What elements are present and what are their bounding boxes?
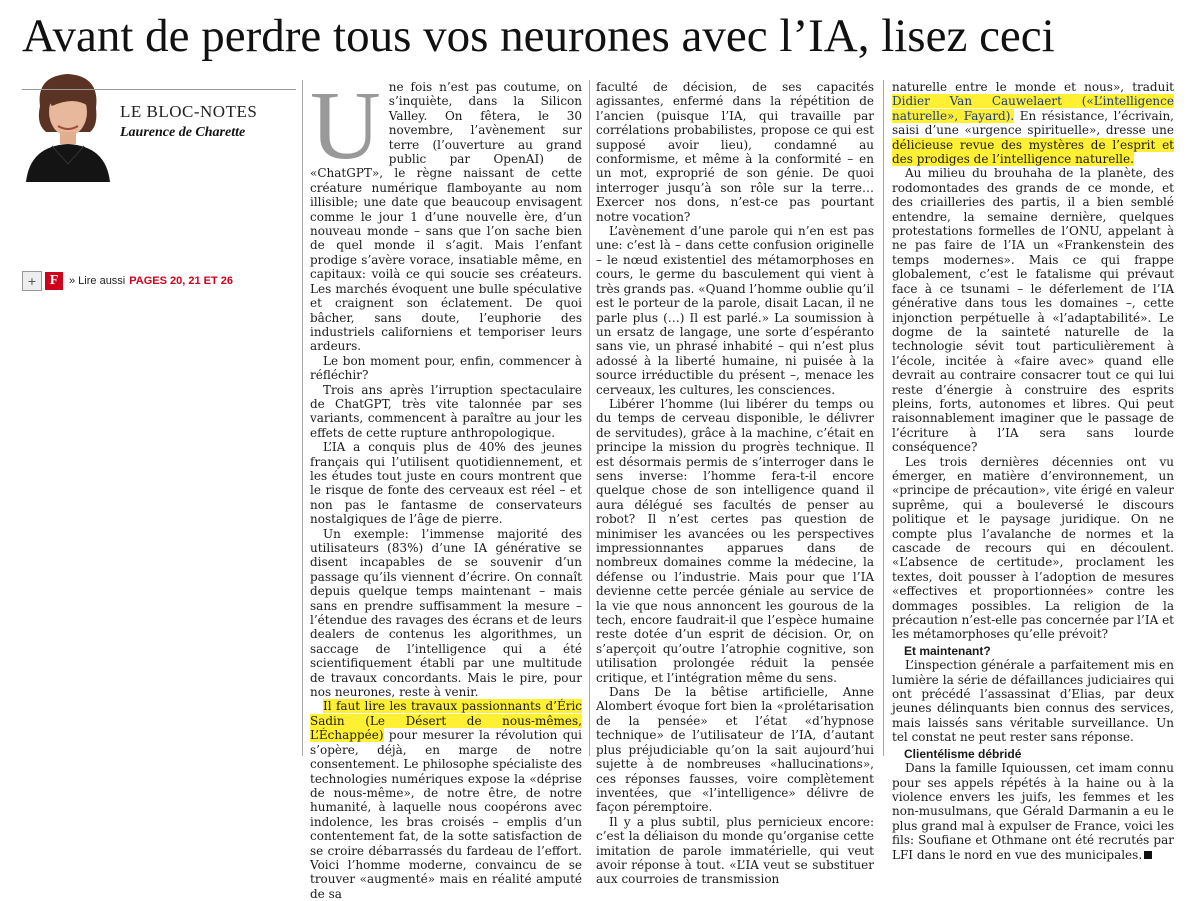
paragraph: Il faut lire les travaux passionnants d’Éric Sadin (Le Désert de nous-mêmes, L’Échappée) pour mesurer la révolution qui s’opère, déjà, en marge de notre consentement. Le philosophe spécialiste des technologies numériques expose la «déprise de nous-même», de notre être, de notre humanité, à laquelle nous coopérons avec indolence, les bras croisés – emplis d’un contentement fat, de la sotte satisfaction de se croire débarrassés du fardeau de l’effort. Voici l’homme moderne, convaincu de se trouver «augmenté» mais en réalité amputé de sa [310, 699, 582, 901]
subheading: Et maintenant? [904, 643, 991, 658]
paragraph: Au milieu du brouhaha de la planète, des rodomontades des grands de ce monde, et des criailleries des partis, il a bien semblé entendre, la semaine dernière, quelques protestations formelles de l’ONU, appelant à ne pas faire de l’IA un «Frankenstein des temps modernes». Mais ce qui frappe globalement, c’est le fatalisme qui prévaut face à ce tsunami – le déferlement de l’IA générative dans tous les domaines –, cette injonction perpétuelle à «l’adaptabilité». Le dogme de la sainteté naturelle de la technologie sévit tout particulièrement à l’école, incitée à «faire avec» quand elle devrait au contraire consacrer tout ce qui lui reste d’énergie à construire des esprits pleins, forts, autonomes et libres. Qui peut raisonnablement imaginer que le passage de l’écriture à l’IA sera sans lourde conséquence? [892, 166, 1174, 455]
paragraph: Les trois dernières décennies ont vu émerger, en matière d’environnement, un «principe de précaution», vite érigé en valeur suprême, qui a bouleversé le discours politique et le paysage juridique. On ne compte plus l’avalanche de normes et la cascade de recours qui en découlent. «L’absence de certitude», proclament les textes, doit pousser à l’adoption de mesures «effectives et proportionnées» contre les dommages possibles. La religion de la précaution n’est-elle pas concernée par l’IA et les métamorphoses qu’elle prévoit? [892, 454, 1174, 642]
paragraph: Dans De la bêtise artificielle, Anne Alombert évoque fort bien la «prolétarisation de la pensée» et l’état «d’hypnose technique» de l’utilisateur de l’IA, d’autant plus préjudiciable qu’on la sait aujourd’hui sujette à de nombreuses «hallucinations», ces réponses fausses, voire complètement inventées, que «l’intelligence» délivre de façon péremptoire. [596, 685, 874, 815]
headline: Avant de perdre tous vos neurones avec l’IA, lisez ceci [22, 10, 1055, 62]
column-divider [589, 80, 590, 756]
paragraph: naturelle entre le monde et nous», traduit Didier Van Cauwelaert («L’intelligence naturelle», Fayard). En résistance, l’écrivain, saisi d’une «urgence spirituelle», dresse une délicieuse revue des mystères de l’esprit et des prodiges de l’intelligence naturelle. [892, 80, 1174, 167]
header-rule [22, 89, 296, 90]
plus-icon[interactable]: + [22, 271, 42, 291]
highlighted-text: Didier Van Cauwelaert («L’intelligence naturelle», Fayard). [892, 94, 1174, 123]
column-divider [883, 80, 884, 756]
drop-cap: U [310, 72, 381, 180]
column-divider [302, 80, 303, 756]
paragraph: Un exemple: l’immense majorité des utilisateurs (83%) d’une IA générative se disent incapables de se souvenir d’un passage qu’ils viennent d’écrire. On connaît depuis quelque temps maintenant – mais sans en prendre suffisamment la mesure – l’étendue des ravages des écrans et de leurs dealers de contenus les algorithmes, un saccage de l’intelligence qui a été scientifiquement établi par une multitude de travaux concordants. Mais le pire, pour nos neurones, reste à venir. [310, 526, 582, 700]
article-column-3 [892, 80, 1174, 862]
paragraph: Il y a plus subtil, plus pernicieux encore: c’est la déliaison du monde qu’organise cette imitation de parole immatérielle, qui veut avoir réponse à tout. «L’IA veut se substituer aux courroies de transmission [596, 814, 874, 887]
figaro-logo-icon: F [45, 272, 63, 290]
paragraph: L’IA a conquis plus de 40% des jeunes français qui l’utilisent quotidiennement, et les études tout juste en cours montrent que le risque de fonte des cerveaux est réel – et non pas le fantasme de conservateurs nostalgiques de l’âge de pierre. [310, 440, 582, 527]
read-also-link[interactable] [22, 271, 233, 291]
highlighted-text: Il faut lire les travaux passionnants d’Éric Sadin (Le Désert de nous-mêmes, L’Échappée) [310, 699, 582, 743]
paragraph: L’avènement d’une parole qui n’en est pas une: c’est là – dans cette confusion originelle – le nœud existentiel des métamorphoses en cours, le germe du basculement qui vient à très grands pas. «Quand l’homme oublie qu’il est le porteur de la parole, disait Lacan, il ne parle plus (…) Il est parlé.» La soumission à un ersatz de langage, une sorte d’espéranto sans vie, un phrasé inhabité – qui n’est plus adossé à la liberté humaine, ni puisée à la source irréductible du présent –, menace les cerveaux, les cultures, les consciences. [596, 224, 874, 397]
author-portrait [22, 66, 114, 182]
article-column-1 [310, 72, 582, 901]
paragraph: Libérer l’homme (lui libérer du temps ou du temps de cerveau disponible, le délivrer de servitudes), grâce à la machine, c’était en principe la mission du progrès technique. Il est désormais permis de s’interroger dans le sens inverse: l’homme fera-t-il encore quelque chose de son intelligence quand il aura délégué ses facultés de penser au robot? Il n’est certes pas question de minimiser les avancées ou les perspectives impressionnantes apparues dans de nombreux domaines comme la médecine, la défense ou l’industrie. Mais pour que l’IA devienne cette percée géniale au service de la vie que nous annoncent les gourous de la tech, encore faudrait-il que l’espèce humaine reste dotée d’un esprit de décision. Or, on s’aperçoit qu’outre l’atrophie cognitive, son utilisation prolongée réduit la pensée critique, et l’intégration même du sens. [596, 396, 874, 685]
highlighted-text: délicieuse revue des mystères de l’esprit et des prodiges de l’intelligence naturelle. [892, 137, 1174, 167]
paragraph: Dans la famille Iquioussen, cet imam connu pour ses appels répétés à la haine ou à la violence envers les juifs, les femmes et les non-musulmans, que Gérald Darmanin a eu le plus grand mal à expulser de France, voici les fils: Soufiane et Othmane ont été recrutés par LFI dans le nord en vue des municipales. [892, 761, 1174, 862]
paragraph: Le bon moment pour, enfin, commencer à réfléchir? [310, 353, 582, 383]
author-name: Laurence de Charette [120, 125, 246, 140]
subheading: Clientélisme débridé [904, 746, 1022, 761]
paragraph: L’inspection générale a parfaitement mis en lumière la série de défaillances judiciaires qui ont précédé l’assassinat d’Elias, par deux jeunes délinquants bien connus des services, mais laissés sans véritable surveillance. Un tel constat ne peut rester sans réponse. [892, 658, 1174, 745]
paragraph: Trois ans après l’irruption spectaculaire de ChatGPT, très vite talonnée par ses variants, commencent à paraître au jour les effets de cette rupture anthropologique. [310, 382, 582, 440]
article-column-2 [596, 80, 874, 887]
paragraph: Une fois n’est pas coutume, on s’inquiète, dans la Silicon Valley. On fêtera, le 30 novembre, l’avènement sur terre (l’ouverture au grand public par OpenAI) de «ChatGPT», le règne naissant de cette créature numérique flamboyante au nom illisible; une date que beaucoup envisagent comme le jour 1 d’une nouvelle ère, d’un nouveau monde – sans que l’on sache bien de quel monde il s’agit. Mais l’enfant prodige s’avère vorace, insatiable même, en capitaux: voilà ce qui soucie ses créateurs. Les marchés évoquent une bulle spéculative et craignent son éclatement. De quoi bâcher, sans doute, l’euphorie des industriels californiens et temporiser leurs ardeurs. [310, 72, 582, 354]
read-also-pages[interactable]: PAGES 20, 21 ET 26 [129, 275, 234, 287]
column-rubric: LE BLOC-NOTES [120, 102, 258, 121]
paragraph: faculté de décision, de ses capacités agissantes, enfermé dans la répétition de l’ancien (puisque l’IA, qui travaille par corrélations probabilistes, propose ce qui est supposé avoir lieu), condamné au conformisme, et même à la conformité – en un mot, exproprié de son génie. De quoi interroger jusqu’à son rôle sur la terre… Exercer nos dons, n’est-ce pas pourtant notre vocation? [596, 80, 874, 224]
read-also-label: » Lire aussi [69, 275, 126, 287]
end-mark-icon [1144, 851, 1152, 859]
